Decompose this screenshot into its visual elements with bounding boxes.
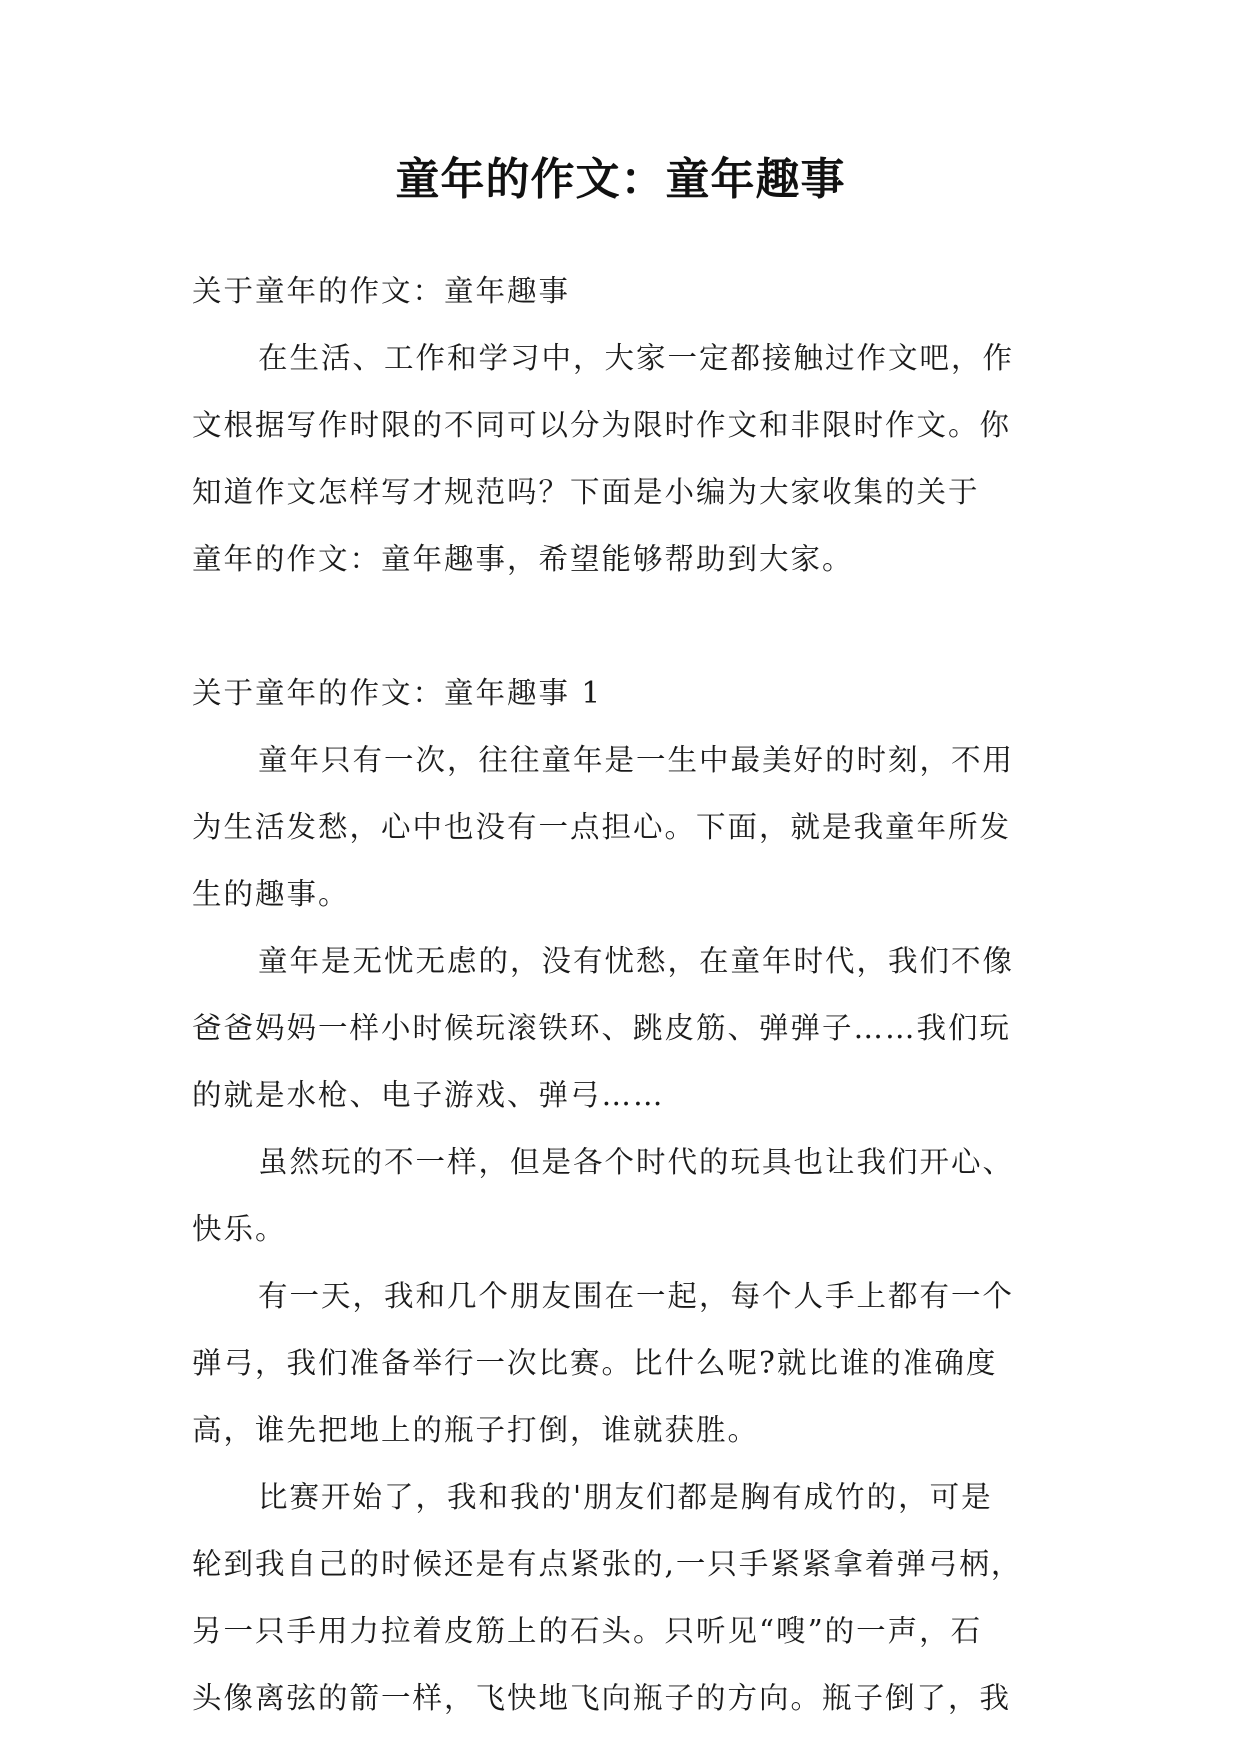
- paragraph-line: 另一只手用力拉着皮筋上的石头。只听见“嗖”的一声，石: [192, 1614, 983, 1648]
- section-gap: [192, 593, 1048, 660]
- paragraph-line: 童年的作文：童年趣事，希望能够帮助到大家。: [192, 542, 854, 576]
- paragraph-line: 在生活、工作和学习中，大家一定都接触过作文吧，作: [258, 341, 1015, 375]
- section1-paragraph-5: [192, 1464, 1048, 1732]
- paragraph-line: 爸爸妈妈一样小时候玩滚铁环、跳皮筋、弹弹子……我们玩: [192, 1011, 1012, 1045]
- paragraph-line: 童年只有一次，往往童年是一生中最美好的时刻，不用: [258, 743, 1015, 777]
- paragraph-line: 文根据写作时限的不同可以分为限时作文和非限时作文。你: [192, 408, 1012, 442]
- paragraph-line: 快乐。: [192, 1212, 287, 1246]
- section1-paragraph-3: [192, 1129, 1048, 1263]
- paragraph-line: 比赛开始了，我和我的'朋友们都是胸有成竹的，可是: [258, 1480, 993, 1514]
- paragraph-line: 头像离弦的箭一样，飞快地飞向瓶子的方向。瓶子倒了，我: [192, 1681, 1012, 1715]
- intro-heading: 关于童年的作文：童年趣事: [192, 274, 571, 308]
- paragraph-line: 轮到我自己的时候还是有点紧张的,一只手紧紧拿着弹弓柄，: [192, 1547, 1023, 1581]
- section1-paragraph-4: [192, 1263, 1048, 1464]
- intro-paragraph: [192, 325, 1048, 593]
- paragraph-line: 有一天，我和几个朋友围在一起，每个人手上都有一个: [258, 1279, 1015, 1313]
- paragraph-line: 知道作文怎样写才规范吗？下面是小编为大家收集的关于: [192, 475, 980, 509]
- paragraph-line: 童年是无忧无虑的，没有忧愁，在童年时代，我们不像: [258, 944, 1015, 978]
- paragraph-line: 虽然玩的不一样，但是各个时代的玩具也让我们开心、: [258, 1145, 1015, 1179]
- section1-paragraph-2: [192, 928, 1048, 1129]
- document-body: [192, 258, 1048, 1732]
- paragraph-line: 弹弓，我们准备举行一次比赛。比什么呢?就比谁的准确度: [192, 1346, 998, 1380]
- document-title: 童年的作文：童年趣事: [395, 154, 846, 205]
- section1-paragraph-1: [192, 727, 1048, 928]
- paragraph-line: 高，谁先把地上的瓶子打倒，谁就获胜。: [192, 1413, 760, 1447]
- paragraph-line: 的就是水枪、电子游戏、弹弓……: [192, 1078, 665, 1112]
- paragraph-line: 为生活发愁，心中也没有一点担心。下面，就是我童年所发: [192, 810, 1012, 844]
- paragraph-line: 生的趣事。: [192, 877, 350, 911]
- section1-heading: 关于童年的作文：童年趣事 1: [192, 676, 603, 710]
